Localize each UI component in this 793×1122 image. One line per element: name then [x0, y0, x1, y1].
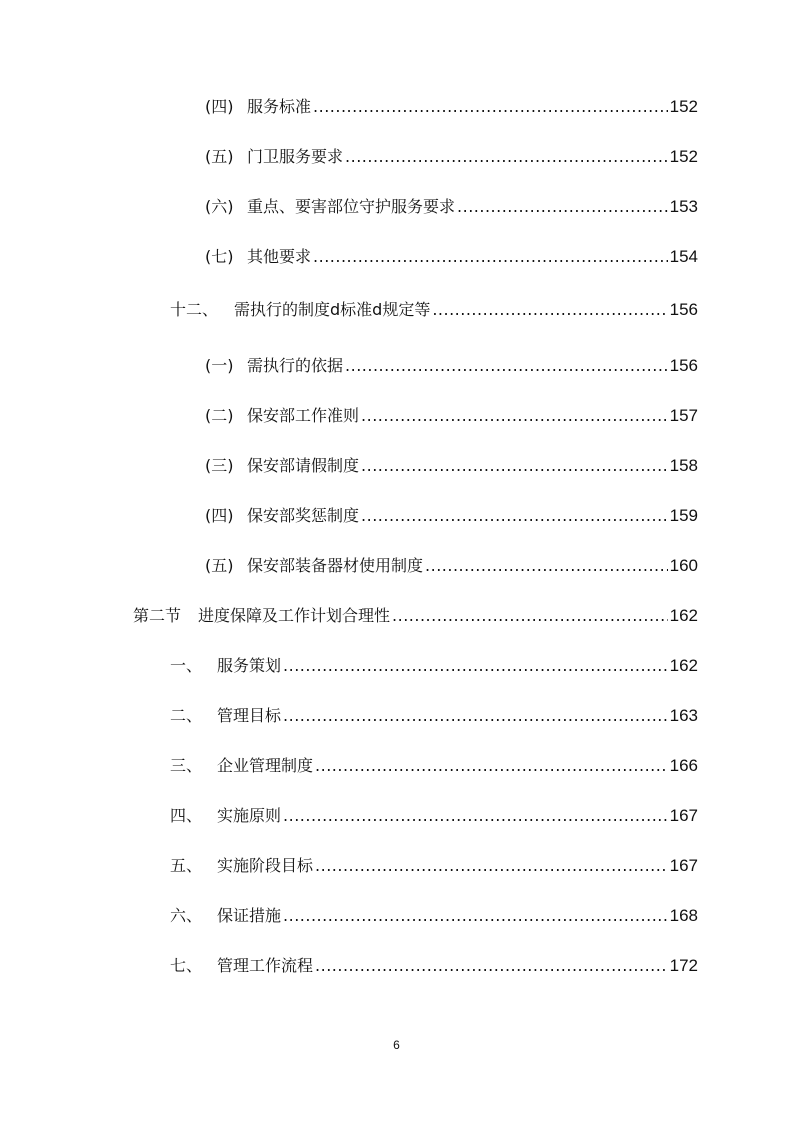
- toc-entry[interactable]: [205, 145, 698, 169]
- dot-leader: [313, 245, 668, 269]
- toc-entry-number: (四): [205, 506, 234, 525]
- toc-entry-page: 162: [669, 606, 698, 625]
- toc-entry-number: 十二、: [170, 300, 219, 319]
- toc-entry[interactable]: [170, 298, 698, 322]
- dot-leader: [361, 504, 668, 528]
- toc-entry[interactable]: [133, 604, 698, 628]
- toc-entry-number: (五): [205, 147, 234, 166]
- toc-entry-number: (六): [205, 197, 234, 216]
- toc-entry-title: 实施阶段目标: [217, 856, 314, 875]
- toc-entry-number: (二): [205, 406, 234, 425]
- toc-entry-page: 172: [669, 956, 698, 975]
- toc-entry-number: 一、: [170, 656, 203, 675]
- dot-leader: [432, 298, 667, 322]
- toc-entry-number: (四): [205, 97, 234, 116]
- toc-entry-page: 152: [669, 147, 698, 166]
- toc-entry[interactable]: [170, 754, 698, 778]
- toc-entry[interactable]: [205, 354, 698, 378]
- toc-entry-page: 156: [669, 356, 698, 375]
- toc-entry-page: 153: [669, 197, 698, 216]
- toc-entry-number: 六、: [170, 906, 203, 925]
- dot-leader: [457, 195, 668, 219]
- page-number: 6: [393, 1038, 400, 1052]
- dot-leader: [315, 954, 668, 978]
- toc-entry-number: 四、: [170, 806, 203, 825]
- toc-entry[interactable]: [170, 704, 698, 728]
- toc-entry-title: 需执行的制度d标准d规定等: [234, 300, 431, 319]
- toc-entry-page: 158: [669, 456, 698, 475]
- toc-entry[interactable]: [205, 245, 698, 269]
- toc-entry-title: 服务策划: [217, 656, 282, 675]
- toc-entry[interactable]: [170, 904, 698, 928]
- toc-entry-number: (三): [205, 456, 234, 475]
- toc-entry-page: 157: [669, 406, 698, 425]
- dot-leader: [283, 904, 668, 928]
- toc-entry[interactable]: [205, 404, 698, 428]
- toc-entry-page: 166: [669, 756, 698, 775]
- toc-entry-page: 154: [669, 247, 698, 266]
- toc-entry-title: 实施原则: [217, 806, 282, 825]
- dot-leader: [345, 145, 668, 169]
- toc-entry[interactable]: [205, 554, 698, 578]
- toc-entry[interactable]: [205, 95, 698, 119]
- toc-entry-number: 三、: [170, 756, 203, 775]
- dot-leader: [392, 604, 668, 628]
- toc-entry-title: 其他要求: [247, 247, 312, 266]
- toc-entry-title: 重点、要害部位守护服务要求: [247, 197, 456, 216]
- toc-entry-page: 167: [669, 856, 698, 875]
- toc-entry-page: 168: [669, 906, 698, 925]
- toc-entry[interactable]: [170, 804, 698, 828]
- dot-leader: [313, 95, 668, 119]
- toc-entry[interactable]: [205, 454, 698, 478]
- toc-entry[interactable]: [170, 654, 698, 678]
- dot-leader: [425, 554, 668, 578]
- toc-entry-number: 七、: [170, 956, 203, 975]
- toc-entry-number: 二、: [170, 706, 203, 725]
- toc-entry-page: 163: [669, 706, 698, 725]
- toc-entry-number: (七): [205, 247, 234, 266]
- dot-leader: [361, 404, 668, 428]
- toc-entry-title: 企业管理制度: [217, 756, 314, 775]
- toc-entry-title: 需执行的依据: [247, 356, 344, 375]
- toc-entry-page: 167: [669, 806, 698, 825]
- toc-entry[interactable]: [205, 195, 698, 219]
- dot-leader: [283, 654, 668, 678]
- toc-entry-title: 门卫服务要求: [247, 147, 344, 166]
- toc-entry-title: 保安部请假制度: [247, 456, 360, 475]
- toc-entry-page: 152: [669, 97, 698, 116]
- toc-entry-title: 保安部奖惩制度: [247, 506, 360, 525]
- toc-entry-page: 162: [669, 656, 698, 675]
- dot-leader: [361, 454, 668, 478]
- toc-entry[interactable]: [170, 854, 698, 878]
- toc-entry[interactable]: [205, 504, 698, 528]
- dot-leader: [345, 354, 668, 378]
- dot-leader: [315, 854, 668, 878]
- dot-leader: [283, 704, 668, 728]
- toc-entry-title: 管理工作流程: [217, 956, 314, 975]
- toc-entry-title: 保证措施: [217, 906, 282, 925]
- toc-entry-number: 五、: [170, 856, 203, 875]
- toc-entry-page: 156: [669, 300, 698, 319]
- toc-entry-number: (一): [205, 356, 234, 375]
- toc-entry-title: 保安部工作准则: [247, 406, 360, 425]
- toc-entry-title: 管理目标: [217, 706, 282, 725]
- toc-entry-number: (五): [205, 556, 234, 575]
- toc-entry-title: 进度保障及工作计划合理性: [198, 606, 391, 625]
- dot-leader: [315, 754, 668, 778]
- toc-entry-page: 160: [669, 556, 698, 575]
- toc-entry-number: 第二节: [133, 606, 182, 625]
- dot-leader: [283, 804, 668, 828]
- toc-entry[interactable]: [170, 954, 698, 978]
- toc-entry-title: 服务标准: [247, 97, 312, 116]
- toc-entry-page: 159: [669, 506, 698, 525]
- toc-entry-title: 保安部装备器材使用制度: [247, 556, 424, 575]
